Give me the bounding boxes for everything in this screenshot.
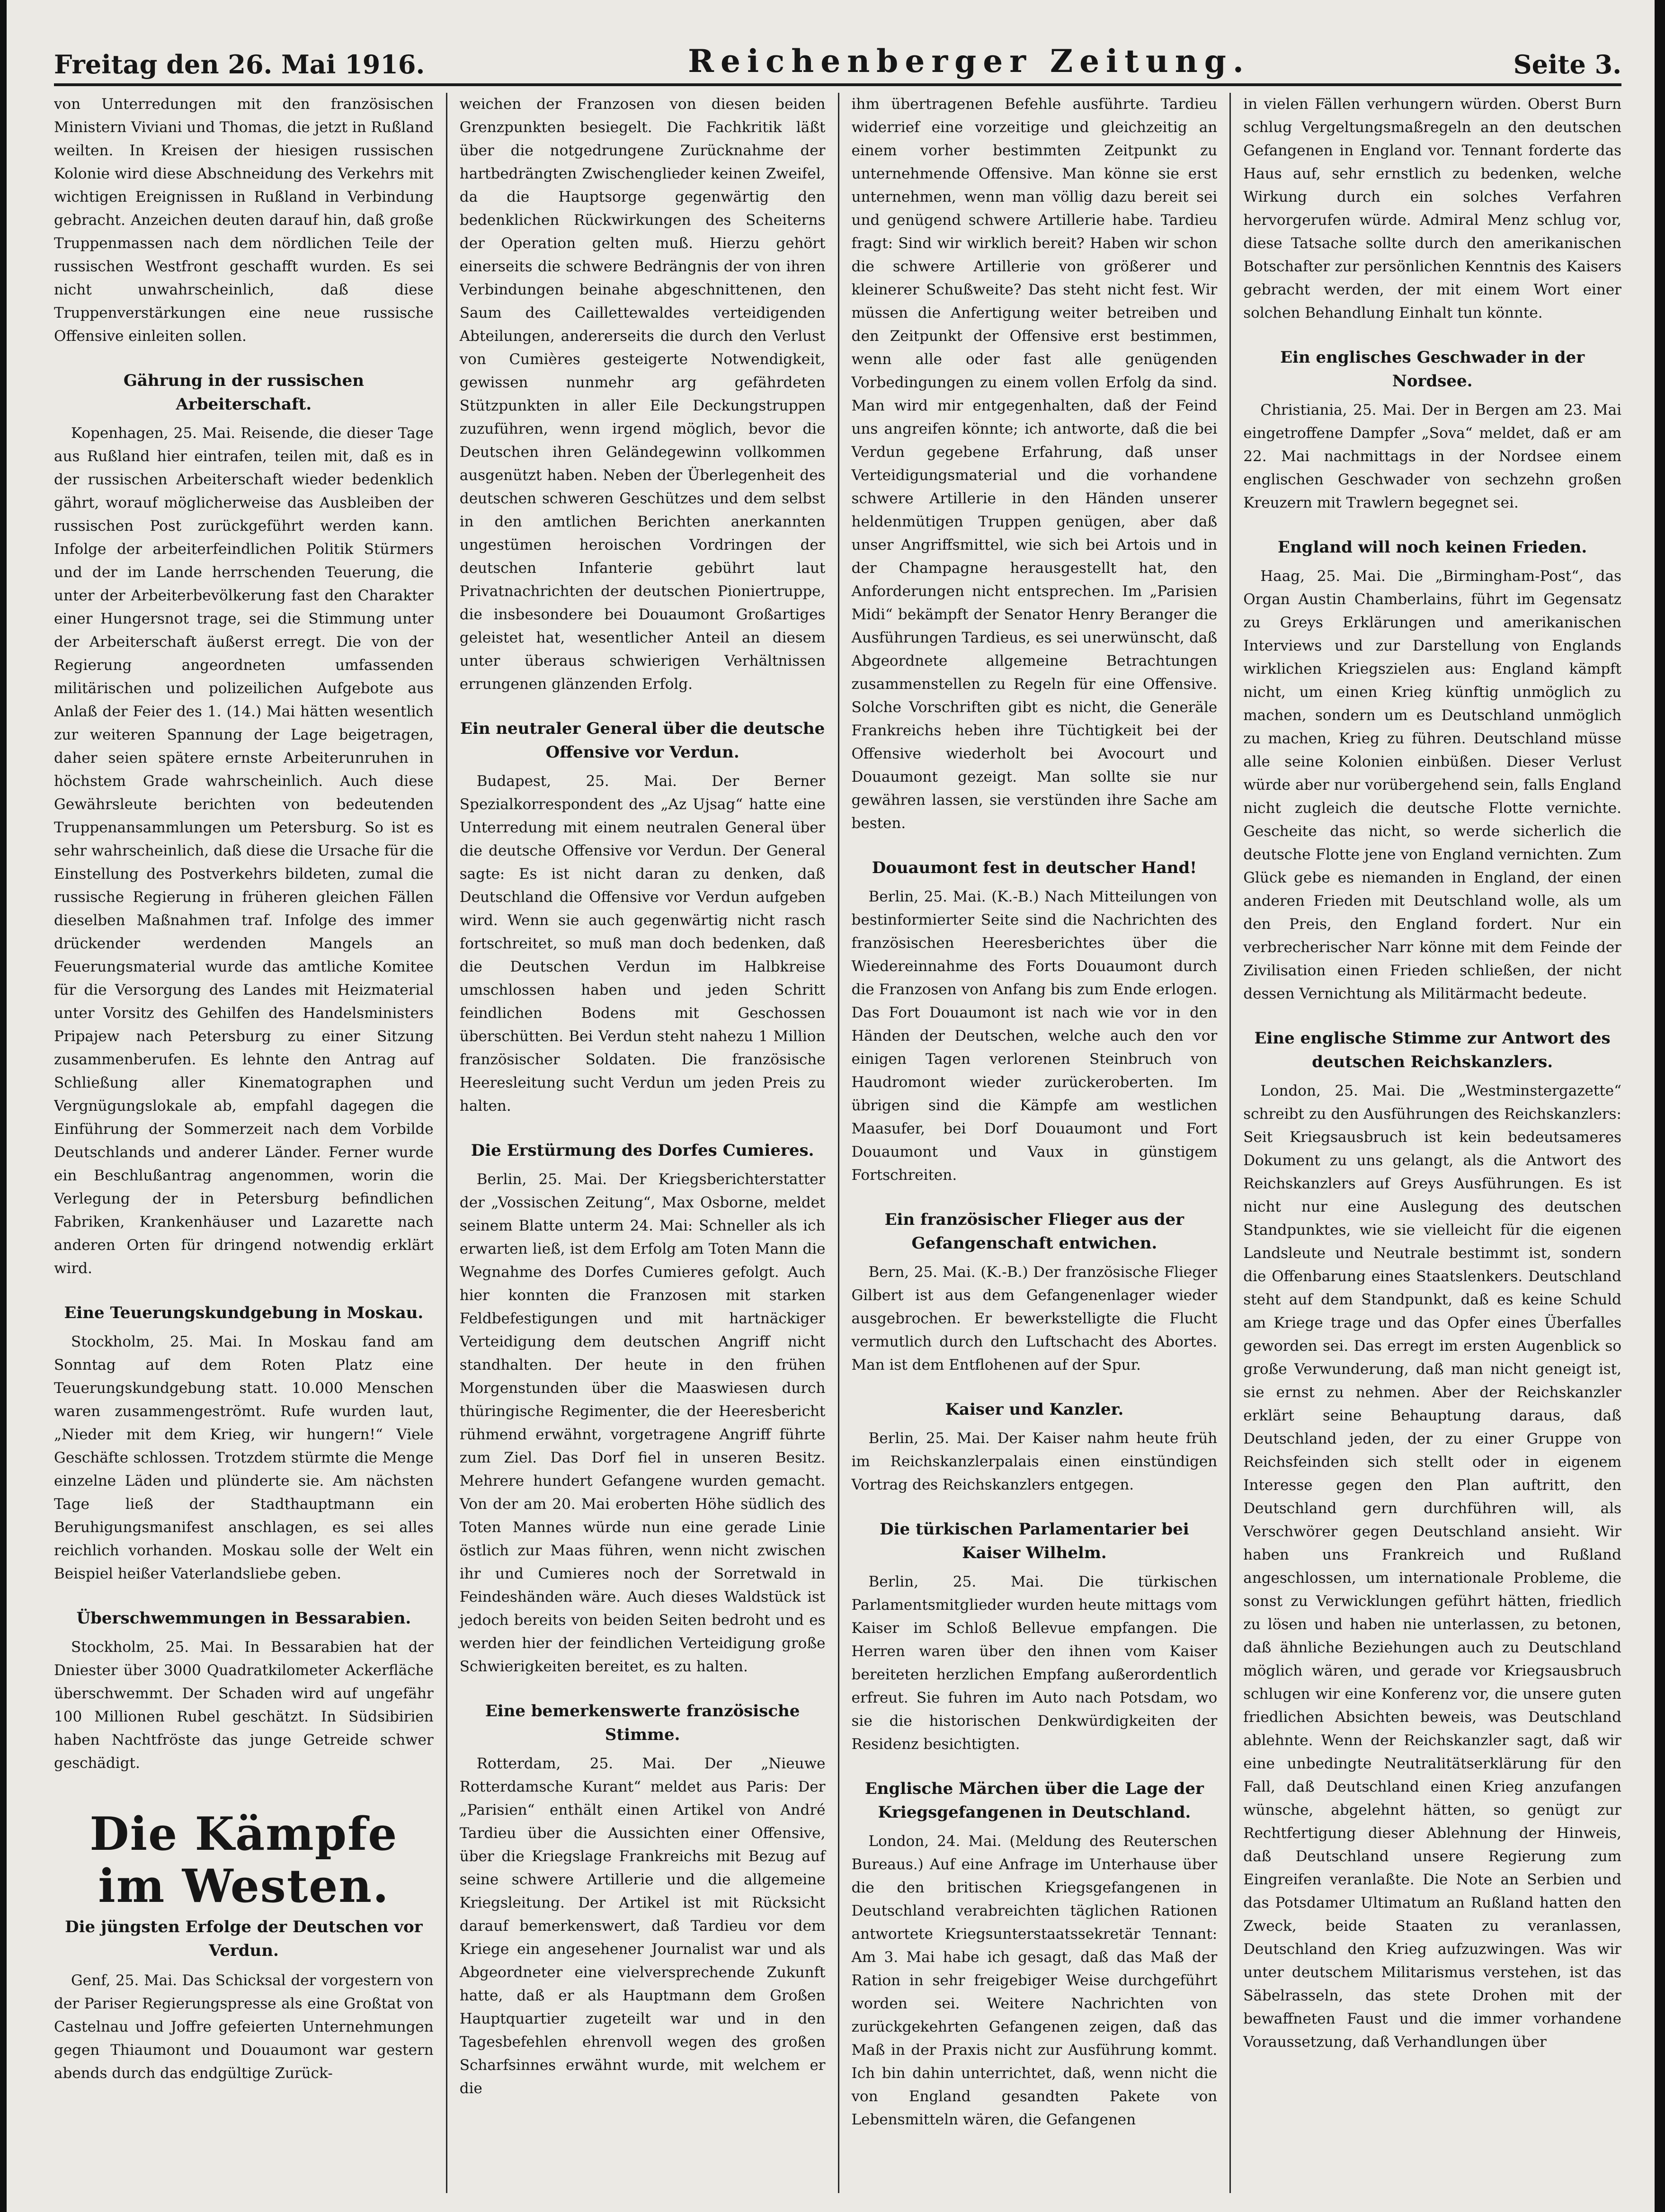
article-heading: Douaumont fest in deutscher Hand! [872,858,1197,877]
article-heading: Englische Märchen über die Lage der Kriegsgefangenen in Deutschland. [864,1779,1204,1822]
article-text: Berlin, 25. Mai. Der Kriegsberichterstatter der „Vossischen Zeitung“, Max Osborne, meldet seinem Blatte unterm 24. Mai: Schneller als ich erwarten ließ, ist dem Erfolg am Toten Mann die Wegnahme des Dorfes Cumieres gefolgt. Auch hier konnten die Franzosen mit starken Feldbefestigungen und mit hartnäckiger Verteidigung dem deutschen Angriff nicht standhalten. Der heute in den frühen Morgenstunden über die Maaswiesen durch thüringische Regimenter, die der Heeresbericht rühmend erwähnt, vorgetragene Angriff führte zum Ziel. Das Dorf fiel in unseren Besitz. Mehrere hundert Gefangene wurden gemacht. Von der am 20. Mai eroberten Höhe südlich des Toten Mannes würde nun eine gerade Linie östlich zur Maas führen, wenn nicht zwischen ihr und Cumieres noch der Sorretwald in Feindeshänden wäre. Auch dieses Waldstück ist jedoch bereits von beiden Seiten bedroht und es werden hier der feindlichen Verteidigung große Schwierigkeiten bereitet, es zu halten. [459,1171,826,1675]
page-header [54,42,1621,86]
article-text: Berlin, 25. Mai. (K.-B.) Nach Mitteilungen von bestinformierter Seite sind die Nachrichten des französischen Heeresberichtes über die Wiedereinnahme des Forts Douaumont durch die Franzosen von Anfang bis zum Ende erlogen. Das Fort Douaumont ist nach wie vor in den Händen der Deutschen, welche auch den vor einigen Tagen verlorenen Steinbruch von Haudromont wieder zurückeroberten. Im übrigen sind die Kämpfe am westlichen Maasufer, bei Dorf Douaumont und Fort Douaumont und Vaux in günstigem Fortschreiten. [851,888,1218,1184]
column-4 [1229,93,1621,2193]
article-text: Budapest, 25. Mai. Der Berner Spezialkorrespondent des „Az Ujsag“ hatte eine Unterredung mit einem neutralen General über die deutsche Offensive vor Verdun. Der General sagte: Es ist nicht daran zu denken, daß Deutschland die Offensive vor Verdun aufgeben wird. Wenn sie auch gegenwärtig nicht rasch fortschreitet, so muß man doch bedenken, daß die Deutschen Verdun im Halbkreise umschlossen haben und jeden Schritt feindlichen Bodens mit Geschossen überschütten. Bei Verdun steht nahezu 1 Million französischer Soldaten. Die französische Heeresleitung sucht Verdun um jeden Preis zu halten. [459,773,826,1115]
article-text: Rotterdam, 25. Mai. Der „Nieuwe Rotterdamsche Kurant“ meldet aus Paris: Der „Parisien“ enthält einen Artikel von André Tardieu über die Aussichten einer Offensive, über die Kriegslage Frankreichs mit Bezug auf seine schwere Artillerie und die allgemeine Kriegsleitung. Der Artikel ist mit Rücksicht darauf bemerkenswert, daß Tardieu vor dem Kriege ein angesehener Journalist war und als Abgeordneter eine vielversprechende Zukunft hatte, daß er als Hauptmann dem Großen Hauptquartier zugeteilt war und in den Tagesbefehlen ehrenvoll wegen des großen Scharfsinnes erwähnt wurde, mit welchem er die [459,1755,826,2097]
article-text: ihm übertragenen Befehle ausführte. Tardieu widerrief eine vorzeitige und gleichzeitig an einem vorher bestimmten Zeitpunkt zu unternehmende Offensive. Man könne sie erst unternehmen, wenn man völlig dazu bereit sei und genügend schwere Artillerie habe. Tardieu fragt: Sind wir wirklich bereit? Haben wir schon die schwere Artillerie von größerer und kleinerer Schußweite? Das steht nicht fest. Wir müssen die Anfertigung weiter betreiben und den Zeitpunkt der Offensive erst bestimmen, wenn alle oder fast alle genügenden Vorbedingungen zu einem vollen Erfolg da sind. Man wird mir entgegenhalten, daß der Feind uns angreifen könnte; ich antworte, daß die bei Verdun gegebene Erfahrung, daß unser Verteidigungsmaterial und die vorhandene schwere Artillerie in den Händen unserer heldenmütigen Truppen genügen, aber daß unser Angriffsmittel, wie sich bei Artois und in der Champagne herausgestellt hat, den Anforderungen nicht entsprechen. Im „Parisien Midi“ bekämpft der Senator Henry Beranger die Ausführungen Tardieus, es sei unerwünscht, daß Abgeordnete allgemeine Betrachtungen zusammenstellen zu Regeln für eine Offensive. Solche Vorschriften gibt es nicht, die Generäle Frankreichs heben ihre Tüchtigkeit bei der Offensive wiederholt bei Avocourt und Douaumont gezeigt. Man sollte sie nur gewähren lassen, sie verstünden ihre Sache am besten. [851,96,1218,832]
newspaper-title: Reichenberger Zeitung. [688,43,1250,80]
article-text: von Unterredungen mit den französischen Ministern Viviani und Thomas, die jetzt in Rußland weilten. In Kreisen der hiesigen russischen Kolonie wird diese Abschneidung des Verkehrs mit wichtigen Ereignissen in Rußland in Verbindung gebracht. Anzeichen deuten darauf hin, daß große Truppenmassen nach dem nördlichen Teile der russischen Westfront geschafft wurden. Es sei nicht unwahrscheinlich, daß diese Truppenverstärkungen eine neue russische Offensive einleiten sollen. [54,96,434,345]
article-text: in vielen Fällen verhungern würden. Oberst Burn schlug Vergeltungsmaßregeln an den deutschen Gefangenen in England vor. Tennant forderte das Haus auf, sehr ernstlich zu bedenken, welche Wirkung durch ein solches Verfahren hervorgerufen würde. Admiral Menz schlug vor, diese Tatsache sollte durch den amerikanischen Botschafter zur persönlichen Kenntnis des Kaisers gebracht werden, der mit einem Wort einer solchen Behandlung Einhalt tun könnte. [1243,96,1621,321]
article-text: Christiania, 25. Mai. Der in Bergen am 23. Mai eingetroffene Dampfer „Sova“ meldet, daß er am 22. Mai nachmittags in der Nordsee einem englischen Geschwader von sechzehn großen Kreuzern mit Trawlern begegnet sei. [1243,401,1621,511]
article-heading: Eine bemerkenswerte französische Stimme. [485,1702,800,1744]
page-number: Seite 3. [1513,49,1621,80]
article-heading: Eine englische Stimme zur Antwort des deutschen Reichskanzlers. [1254,1029,1611,1071]
article-text: Berlin, 25. Mai. Die türkischen Parlamentsmitglieder wurden heute mittags vom Kaiser im Schloß Bellevue empfangen. Die Herren waren über den ihnen vom Kaiser bereiteten herzlichen Empfang außerordentlich erfreut. Sie fuhren im Auto nach Potsdam, wo sie die historischen Denkwürdigkeiten der Residenz besichtigten. [851,1573,1218,1753]
article-text: Bern, 25. Mai. (K.-B.) Der französische Flieger Gilbert ist aus dem Gefangenenlager wieder ausgebrochen. Er bewerkstelligte die Flucht vermutlich durch den Luftschacht des Abortes. Man ist dem Entflohenen auf der Spur. [851,1264,1218,1374]
article-heading: Eine Teuerungskundgebung in Moskau. [64,1303,424,1322]
article-text: Stockholm, 25. Mai. In Bessarabien hat der Dniester über 3000 Quadratkilometer Ackerfläche überschwemmt. Der Schaden wird auf ungefähr 100 Millionen Rubel geschätzt. In Südsibirien haben Nachtfröste das junge Getreide schwer geschädigt. [54,1639,434,1772]
column-1 [54,93,446,2193]
article-heading: Überschwemmungen in Bessarabien. [76,1609,411,1628]
article-text: Haag, 25. Mai. Die „Birmingham-Post“, das Organ Austin Chamberlains, führt im Gegensatz zu Greys Erklärungen und amerikanischen Interviews und zur Darstellung von Englands wirklichen Kriegszielen aus: England kämpft nicht, um einen Krieg künftig unmöglich zu machen, sondern um es Deutschland unmöglich zu machen, Krieg zu führen. Deutschland müsse alle seine Kolonien einbüßen. Dieser Verlust würde aber nur vorübergehend sein, falls England nicht zugleich die deutsche Flotte vernichte. Gescheite das nicht, so werde sicherlich die deutsche Flotte jene von England vernichten. Zum Glück gebe es niemanden in England, der einen anderen Frieden mit Deutschland wolle, als um den Preis, den England fordert. Nur ein verbrecherischer Narr könne mit dem Feinde der Zivilisation einen Frieden schließen, der nicht dessen Vernichtung als Militärmacht bedeute. [1243,568,1621,1002]
article-columns [54,93,1621,2193]
article-text: Berlin, 25. Mai. Der Kaiser nahm heute früh im Reichskanzlerpalais einen einstündigen Vortrag des Reichskanzlers entgegen. [851,1430,1218,1493]
article-heading: Kaiser und Kanzler. [945,1400,1124,1419]
issue-date: Freitag den 26. Mai 1916. [54,49,425,80]
column-3 [838,93,1230,2193]
section-subheadline: Die jüngsten Erfolge der Deutschen vor Verdun. [65,1918,423,1960]
article-text: London, 25. Mai. Die „Westminstergazette“ schreibt zu den Ausführungen des Reichskanzlers: Seit Kriegsausbruch ist kein bedeutsameres Dokument zu uns gelangt, als die Antwort des Reichskanzlers auf Greys Ausführungen. Es ist nicht nur eine Auslegung des deutschen Standpunktes, wie sie vielleicht für die eigenen Landsleute und Neutrale bestimmt ist, sondern die Offenbarung eines Staatslenkers. Deutschland steht auf dem Standpunkt, daß es keine Schuld am Kriege trage und das Opfer eines Überfalles geworden sei. Das erregt im ersten Augenblick so große Verwunderung, daß man nicht geneigt ist, sie ernst zu nehmen. Aber der Reichskanzler erklärt seine Behauptung daraus, daß Deutschland jeden, der zu einer Gruppe von Reichsfeinden sich stellt oder in eigenem Interesse gegen den Plan auftritt, den Deutschland gern durchführen will, als Verschwörer gegen Deutschland ansieht. Wir haben uns Frankreich und Rußland angeschlossen, um internationale Probleme, die sonst zu Verwicklungen geführt hätten, friedlich zu lösen und haben nie unterlassen, zu betonen, daß ähnliche Beziehungen auch zu Deutschland möglich wären, und gerade vor Kriegsausbruch schlugen wir eine Konferenz vor, die unsere guten friedlichen Absichten beweis, was Deutschland ablehnte. Wenn der Reichskanzler sagt, daß wir eine unbedingte Neutralitätserklärung für den Fall, daß Deutschland einen Krieg anzufangen wünsche, abgelehnt hätten, so genügt zur Rechtfertigung dieser Ablehnung der Hinweis, daß Deutschland unsere Regierung zum Eingreifen veranlaßte. Die Note an Serbien und das Potsdamer Ultimatum an Rußland hatten den Zweck, beide Staaten zu veranlassen, Deutschland den Krieg aufzuzwingen. Was wir unter deutschem Militarismus verstehen, ist das Säbelrasseln, das stete Drohen mit der bewaffneten Faust und die immer vorhandene Voraussetzung, daß Verhandlungen über [1243,1082,1621,2051]
section-headline: Die Kämpfe im Westen. [89,1807,398,1913]
article-text: Kopenhagen, 25. Mai. Reisende, die dieser Tage aus Rußland hier eintrafen, teilen mit, daß es in der russischen Arbeiterschaft wieder bedenklich gährt, worauf möglicherweise das Ausbleiben der russischen Post zurückgeführt werden kann. Infolge der arbeiterfeindlichen Politik Stürmers und der im Lande herrschenden Teuerung, die unter der Arbeiterbevölkerung fast den Charakter einer Hungersnot trage, sei die Stimmung unter der Arbeiterschaft äußerst erregt. Die von der Regierung angeordneten umfassenden militärischen und polizeilichen Aufgebote aus Anlaß der Feier des 1. (14.) Mai hätten wesentlich zur weiteren Spannung der Lage beigetragen, daher seien spätere ernste Arbeiterunruhen in höchstem Grade wahrscheinlich. Auch diese Gewährsleute berichten von bedeutenden Truppenansammlungen um Petersburg. So ist es sehr wahrscheinlich, daß diese die Ursache für die Einstellung des Postverkehrs bildeten, zumal die russische Regierung in früheren gleichen Fällen dieselben Maßnahmen traf. Infolge des immer drückender werdenden Mangels an Feuerungsmaterial wurde das amtliche Komitee für die Versorgung des Landes mit Heizmaterial unter Vorsitz des Gehilfen des Handelsministers Pripajew nach Petersburg zu einer Sitzung zusammenberufen. Es lehnte den Antrag auf Schließung aller Kinematographen und Vergnügungslokale ab, empfahl dagegen die Einführung der Sommerzeit nach dem Vorbilde Deutschlands und anderer Länder. Ferner wurde ein Beschlußantrag angenommen, worin die Verlegung der in Petersburg befindlichen Fabriken, Krankenhäuser und Lazarette nach anderen Orten für dringend notwendig erklärt wird. [54,425,434,1277]
column-2 [446,93,838,2193]
article-heading: Ein englisches Geschwader in der Nordsee. [1280,348,1585,391]
article-text: weichen der Franzosen von diesen beiden Grenzpunkten besiegelt. Die Fachkritik läßt über die notgedrungene Zurücknahme der hartbedrängten Zwischenglieder keinen Zweifel, da die Hauptsorge gegenwärtig den bedenklichen Rückwirkungen des Scheiterns der Operation gelten muß. Hierzu gehört einerseits die schwere Bedrängnis der von ihren Verbindungen beinahe abgeschnittenen, den Saum des Caillettewaldes verteidigenden Abteilungen, andererseits die durch den Verlust von Cumières gesteigerte Notwendigkeit, gewissen nunmehr arg gefährdeten Stützpunkten in aller Eile Deckungstruppen zuzuführen, wenn irgend möglich, bevor die Deutschen ihren Geländegewinn vollkommen ausgenützt haben. Neben der Überlegenheit des deutschen schweren Geschützes und dem selbst in den amtlichen Berichten anerkannten ungestümen heroischen Vordringen der deutschen Infanterie gebührt laut Privatnachrichten der deutschen Pioniertruppe, die insbesondere bei Douaumont Großartiges geleistet hat, wesentlicher Anteil an diesem unter überaus schwierigen Verhältnissen errungenen glänzenden Erfolg. [459,96,826,693]
article-heading: Die türkischen Parlamentarier bei Kaiser Wilhelm. [880,1520,1189,1562]
article-text: London, 24. Mai. (Meldung des Reuterschen Bureaus.) Auf eine Anfrage im Unterhause über die den britischen Kriegsgefangenen in Deutschland verabreichten täglichen Rationen antwortete Kriegsunterstaatssekretär Tennant: Am 3. Mai habe ich gesagt, daß das Maß der Ration in sehr freigebiger Weise durchgeführt worden sei. Weitere Nachrichten von zurückgekehrten Gefangenen zeigen, daß das Maß in der Praxis nicht zur Ausführung kommt. Ich bin dahin unterrichtet, daß, wenn nicht die von England gesandten Pakete von Lebensmitteln wären, die Gefangenen [851,1833,1218,2128]
article-heading: England will noch keinen Frieden. [1278,538,1587,557]
article-heading: Die Erstürmung des Dorfes Cumieres. [471,1141,814,1160]
article-heading: Ein französischer Flieger aus der Gefangenschaft entwichen. [884,1210,1184,1253]
article-text: Genf, 25. Mai. Das Schicksal der vorgestern von der Pariser Regierungspresse als eine Großtat von Castelnau und Joffre gefeierten Unternehmungen gegen Thiaumont und Douaumont war gestern abends durch das endgültige Zurück- [54,1972,434,2082]
article-text: Stockholm, 25. Mai. In Moskau fand am Sonntag auf dem Roten Platz eine Teuerungskundgebung statt. 10.000 Menschen waren zusammengeströmt. Rufe wurden laut, „Nieder mit dem Krieg, wir hungern!“ Viele Geschäfte schlossen. Trotzdem stürmte die Menge einzelne Läden und plünderte sie. Am nächsten Tage ließ der Stadthauptmann ein Beruhigungsmanifest anschlagen, es sei alles reichlich vorhanden. Moskau solle der Welt ein Beispiel heißer Vaterlandsliebe geben. [54,1333,434,1582]
article-heading: Ein neutraler General über die deutsche Offensive vor Verdun. [460,719,825,762]
article-heading: Gährung in der russischen Arbeiterschaft. [123,371,364,414]
